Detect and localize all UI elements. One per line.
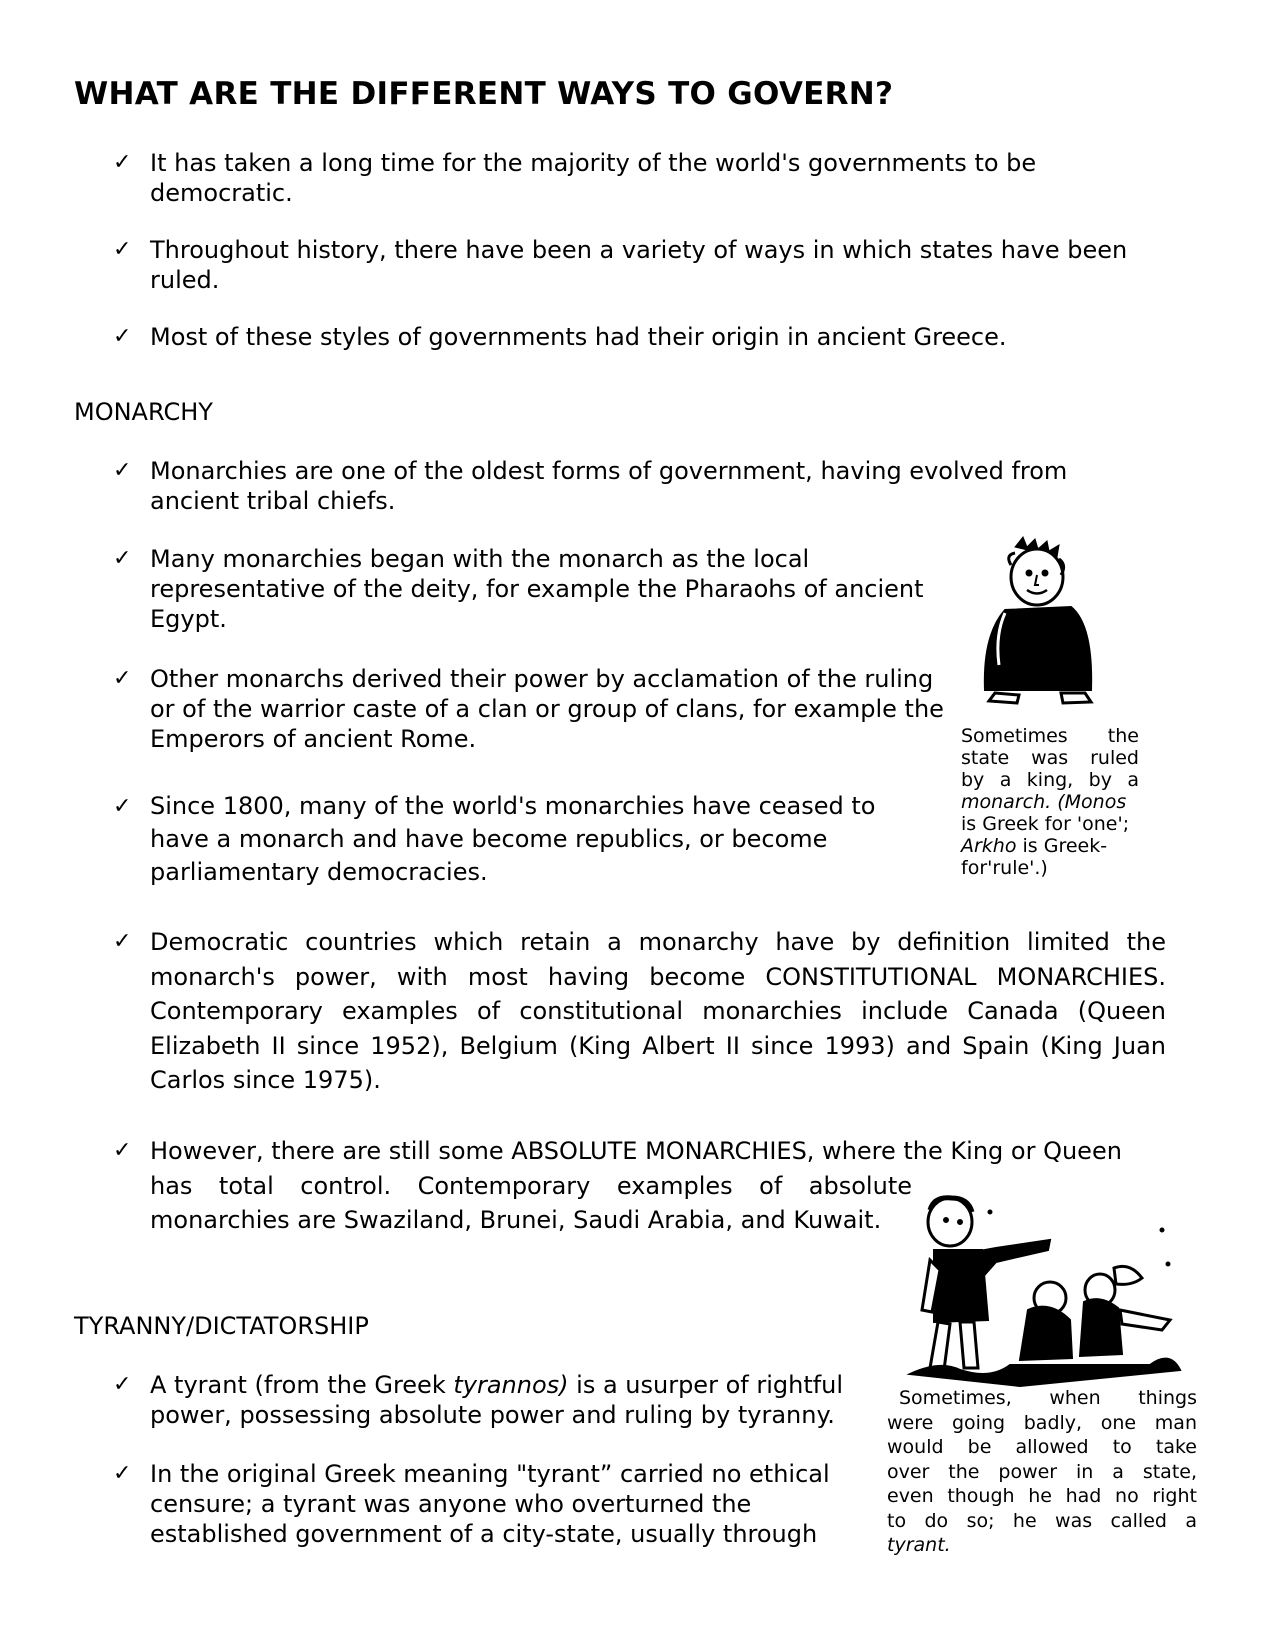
caption-emphasis: tyrant. bbox=[887, 1534, 951, 1556]
king-illustration bbox=[975, 535, 1125, 725]
list-item-text: In the original Greek meaning "tyrant” carried no ethical bbox=[150, 1460, 830, 1488]
caption-text: Sometimes the bbox=[961, 725, 1139, 747]
checkmark-icon: ✓ bbox=[113, 1372, 132, 1397]
section-heading-monarchy: MONARCHY bbox=[74, 398, 213, 426]
caption-text: to do so; he was called a bbox=[887, 1509, 1197, 1532]
caption-text: over the power in a state, bbox=[887, 1460, 1197, 1483]
caption-text: is Greek for 'one'; bbox=[961, 813, 1130, 835]
checkmark-icon: ✓ bbox=[113, 1461, 132, 1486]
caption-emphasis: Arkho bbox=[961, 835, 1017, 857]
caption-text: Sometimes, when things bbox=[899, 1387, 1197, 1409]
tyrant-caption bbox=[887, 1386, 1197, 1558]
page-title: WHAT ARE THE DIFFERENT WAYS TO GOVERN? bbox=[74, 76, 894, 112]
document-page: WHAT ARE THE DIFFERENT WAYS TO GOVERN? ✓ It has taken a long time for the majority of the world's governments to be democratic. ✓ Throughout history, there have been a variety of ways in which states have been ruled. ✓ Most of these styles of governments had their origin in ancient Greece. MONARCHY ✓ Monarchies are one of the oldest forms of government, having evolved from ancient tribal chiefs. ✓ Many monarchies began with the monarch as the local representative of the deity, for example the Pharaohs of ancient Egypt. ✓ Other monarchs derived their power by acclamation of the ruling or of the warrior caste of a clan or group of clans, for example the Emperors of ancient Rome. ✓ Since 1800, many of the world's monarchies have ceased to have a monarch and have become republics, or become parliamentary democracies. Sometimes the state was ruled by a king, by a monarch. (Monos is Greek for 'one'; Arkho is Greek- for'rule'.) ✓ Democratic countries which retain a monarchy have by definition limited the monarch's power, with most having become CONSTITUTIONAL MONARCHIES. Contemporary examples of constitutional monarchies include Canada (Queen Elizabeth II since 1952), Belgium (King Albert II since 1993) and Spain (King Juan Carlos since 1975). ✓ However, there are still some ABSOLUTE MONARCHIES, where the King or Queen has total control. Contemporary examples of absolute monarchies are Swaziland, Brunei, Saudi Arabia, and Kuwait. TYRANNY/DICTATORSHIP ✓ A tyrant (from the Greek tyrannos) is a usurper of rightful power, possessing absolute power and ruling by tyranny. ✓ In the original Greek meaning "tyrant” carried no ethical censure; a tyrant was anyone who overturned the established government of a city-state, usually through Sometimes, when things were going badly, one man would be allowed to take over the power in a state, even though he had no right to do so; he was called a tyrant. bbox=[74, 76, 1197, 1556]
term-emphasis: tyrannos) bbox=[453, 1371, 569, 1399]
caption-emphasis: monarch. bbox=[961, 791, 1052, 813]
checkmark-icon: ✓ bbox=[113, 546, 132, 571]
caption-text: even though he had no right bbox=[887, 1485, 1197, 1507]
list-item-text: representative of the deity, for example the Pharaohs of ancient bbox=[150, 575, 924, 603]
caption-text: were going badly, one man bbox=[887, 1411, 1197, 1434]
checkmark-icon: ✓ bbox=[113, 150, 132, 175]
list-item-text: censure; a tyrant was anyone who overturned the bbox=[150, 1490, 752, 1518]
list-item-text: established government of a city-state, usually through bbox=[150, 1520, 818, 1548]
list-item-text: or of the warrior caste of a clan or group of clans, for example the bbox=[150, 695, 944, 723]
list-item-text: Since 1800, many of the world's monarchies have ceased to bbox=[150, 792, 876, 820]
list-item-text: Democratic countries which retain a monarchy have by definition limited the monarch's power, with most having become CONSTITUTIONAL MONARCHIES. Contemporary examples of constitutional monarchies include Canada (Queen Elizabeth II since 1952), Belgium (King Albert II since 1993) and Spain (King Juan Carlos since 1975). bbox=[150, 928, 1166, 1094]
caption-text: state was ruled bbox=[961, 747, 1139, 769]
list-item-text: ancient tribal chiefs. bbox=[150, 487, 396, 515]
list-item-text: has total control. Contemporary examples of absolute monarchies are Swaziland, Brunei, Saudi Arabia, and Kuwait. bbox=[150, 1171, 912, 1234]
list-item-text: Other monarchs derived their power by acclamation of the ruling bbox=[150, 665, 934, 693]
list-item-text: Throughout history, there have been a variety of ways in which states have been bbox=[150, 236, 1128, 264]
checkmark-icon: ✓ bbox=[113, 794, 132, 819]
list-item-text: Most of these styles of governments had their origin in ancient Greece. bbox=[150, 323, 1007, 351]
caption-emphasis: (Monos bbox=[1057, 791, 1127, 813]
list-item-text: Many monarchies began with the monarch as the local bbox=[150, 545, 810, 573]
list-item-text: power, possessing absolute power and ruling by tyranny. bbox=[150, 1401, 835, 1429]
section-heading-tyranny: TYRANNY/DICTATORSHIP bbox=[74, 1312, 369, 1340]
list-item-text: Monarchies are one of the oldest forms of government, having evolved from bbox=[150, 457, 1068, 485]
caption-text: would be allowed to take bbox=[887, 1436, 1197, 1458]
list-item-text: Emperors of ancient Rome. bbox=[150, 725, 477, 753]
king-caption: Sometimes the state was ruled by a king, by a monarch. (Monos is Greek for 'one'; Arkho is Greek- for'rule'.) bbox=[961, 725, 1139, 879]
list-item-text: ruled. bbox=[150, 266, 220, 294]
checkmark-icon: ✓ bbox=[113, 324, 132, 349]
list-item-text: democratic. bbox=[150, 179, 293, 207]
checkmark-icon: ✓ bbox=[113, 666, 132, 691]
tyrant-illustration bbox=[900, 1190, 1190, 1390]
checkmark-icon: ✓ bbox=[113, 929, 132, 954]
checkmark-icon: ✓ bbox=[113, 458, 132, 483]
checkmark-icon: ✓ bbox=[113, 1138, 132, 1163]
caption-text: by a king, by a bbox=[961, 769, 1139, 791]
list-item-text: However, there are still some ABSOLUTE MONARCHIES, where the King or Queen bbox=[150, 1137, 1122, 1165]
list-item-text: It has taken a long time for the majority of the world's governments to be bbox=[150, 149, 1037, 177]
checkmark-icon: ✓ bbox=[113, 237, 132, 262]
list-item-text: have a monarch and have become republics, or become bbox=[150, 825, 828, 853]
caption-text: for'rule'.) bbox=[961, 857, 1048, 879]
list-item-text: Egypt. bbox=[150, 605, 227, 633]
list-item-text: parliamentary democracies. bbox=[150, 858, 488, 886]
